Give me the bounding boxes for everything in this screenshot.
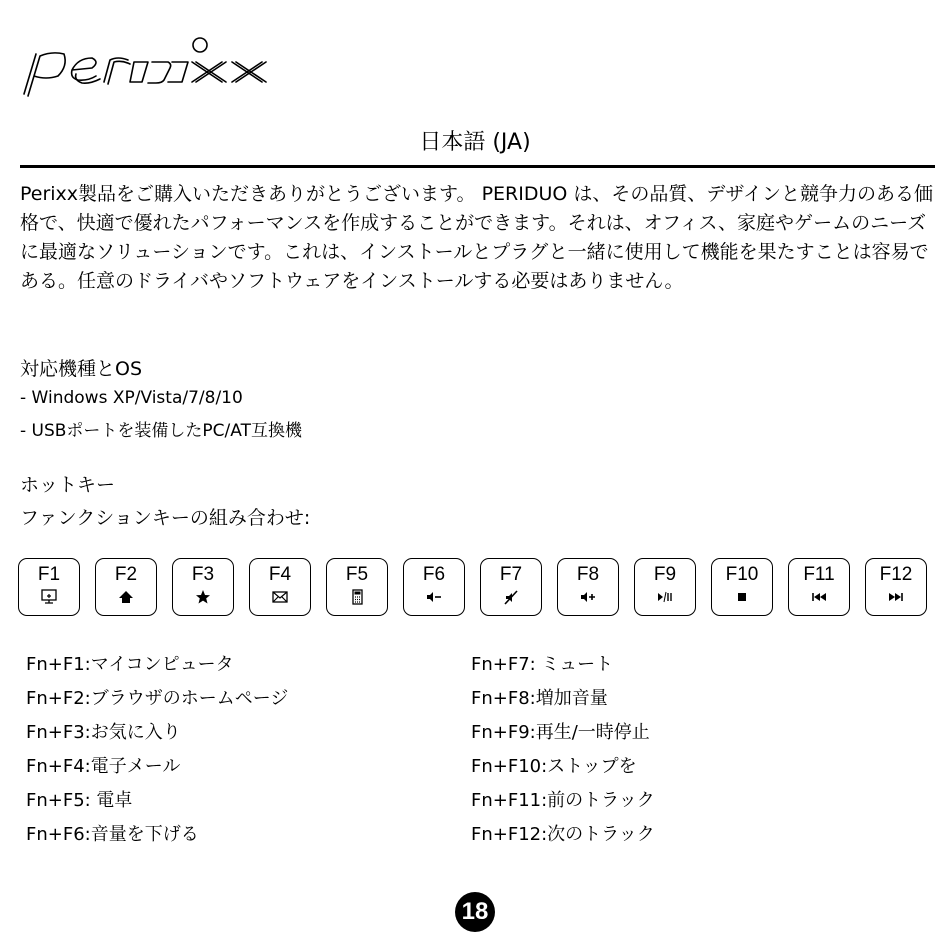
computer-icon (19, 589, 79, 609)
hotkey-desc-f6: Fn+F6:音量を下げる (26, 824, 199, 845)
key-f3-label: F3 (191, 564, 215, 585)
key-f7 (480, 558, 542, 616)
key-f12 (865, 558, 927, 616)
header-divider (20, 165, 935, 168)
key-f8 (557, 558, 619, 616)
volume-down-icon (404, 589, 464, 609)
mail-icon (250, 589, 310, 609)
key-f6-label: F6 (422, 564, 446, 585)
page-number: 18 (455, 892, 495, 932)
function-key-row (18, 558, 938, 618)
key-f2-label: F2 (114, 564, 138, 585)
key-f1 (18, 558, 80, 616)
key-f5 (326, 558, 388, 616)
stop-icon (712, 589, 772, 609)
intro-paragraph: Perixx製品をご購入いただきありがとうございます。 PERIDUO は、その品質、デザインと競争力のある価格で、快適で優れたパフォーマンスを作成することができます。それは、オフィス、家庭やゲームのニーズに最適なソリューションです。これは、インストールとプラグと一緒に使用して機能を果たすことは容易である。任意のドライバやソフトウェアをインストールする必要はありません。 (20, 183, 934, 292)
os-item-windows: - Windows XP/Vista/7/8/10 (20, 388, 243, 408)
key-f11 (788, 558, 850, 616)
hotkey-desc-f10: Fn+F10:ストップを (471, 756, 637, 777)
os-item-pc: - USBポートを装備したPC/AT互換機 (20, 421, 302, 441)
key-f9-label: F9 (653, 564, 677, 585)
key-f8-label: F8 (576, 564, 600, 585)
os-section-heading: 対応機種とOS (20, 358, 143, 380)
hotkey-desc-f8: Fn+F8:増加音量 (471, 688, 608, 709)
key-f2 (95, 558, 157, 616)
hotkey-desc-f4: Fn+F4:電子メール (26, 756, 181, 777)
next-track-icon (866, 589, 926, 609)
hotkey-desc-f9: Fn+F9:再生/一時停止 (471, 722, 650, 743)
volume-up-icon (558, 589, 618, 609)
hotkeys-heading: ホットキー (20, 474, 116, 496)
hotkey-desc-f5: Fn+F5: 電卓 (26, 790, 133, 811)
key-f5-label: F5 (345, 564, 369, 585)
hotkey-desc-f2: Fn+F2:ブラウザのホームページ (26, 688, 289, 709)
key-f11-label: F11 (803, 564, 835, 585)
hotkey-desc-f11: Fn+F11:前のトラック (471, 790, 655, 811)
hotkey-desc-f7: Fn+F7: ミュート (471, 654, 614, 675)
perixx-logo (22, 18, 272, 98)
hotkey-desc-f1: Fn+F1:マイコンピュータ (26, 654, 234, 675)
hotkey-desc-f12: Fn+F12:次のトラック (471, 824, 655, 845)
key-f7-label: F7 (499, 564, 523, 585)
hotkey-desc-f3: Fn+F3:お気に入り (26, 722, 181, 743)
previous-track-icon (789, 589, 849, 609)
key-f9 (634, 558, 696, 616)
hotkeys-subheading: ファンクションキーの組み合わせ: (20, 507, 311, 529)
calculator-icon (327, 589, 387, 609)
play-pause-icon (635, 589, 695, 609)
star-icon (173, 589, 233, 609)
key-f4-label: F4 (268, 564, 292, 585)
key-f10-label: F10 (725, 564, 759, 585)
key-f12-label: F12 (879, 564, 913, 585)
key-f3 (172, 558, 234, 616)
key-f1-label: F1 (37, 564, 61, 585)
language-title: 日本語 (JA) (419, 130, 531, 155)
key-f4 (249, 558, 311, 616)
mute-icon (481, 589, 541, 609)
perixx-logo-graphic (22, 18, 272, 98)
home-icon (96, 589, 156, 609)
key-f10 (711, 558, 773, 616)
key-f6 (403, 558, 465, 616)
